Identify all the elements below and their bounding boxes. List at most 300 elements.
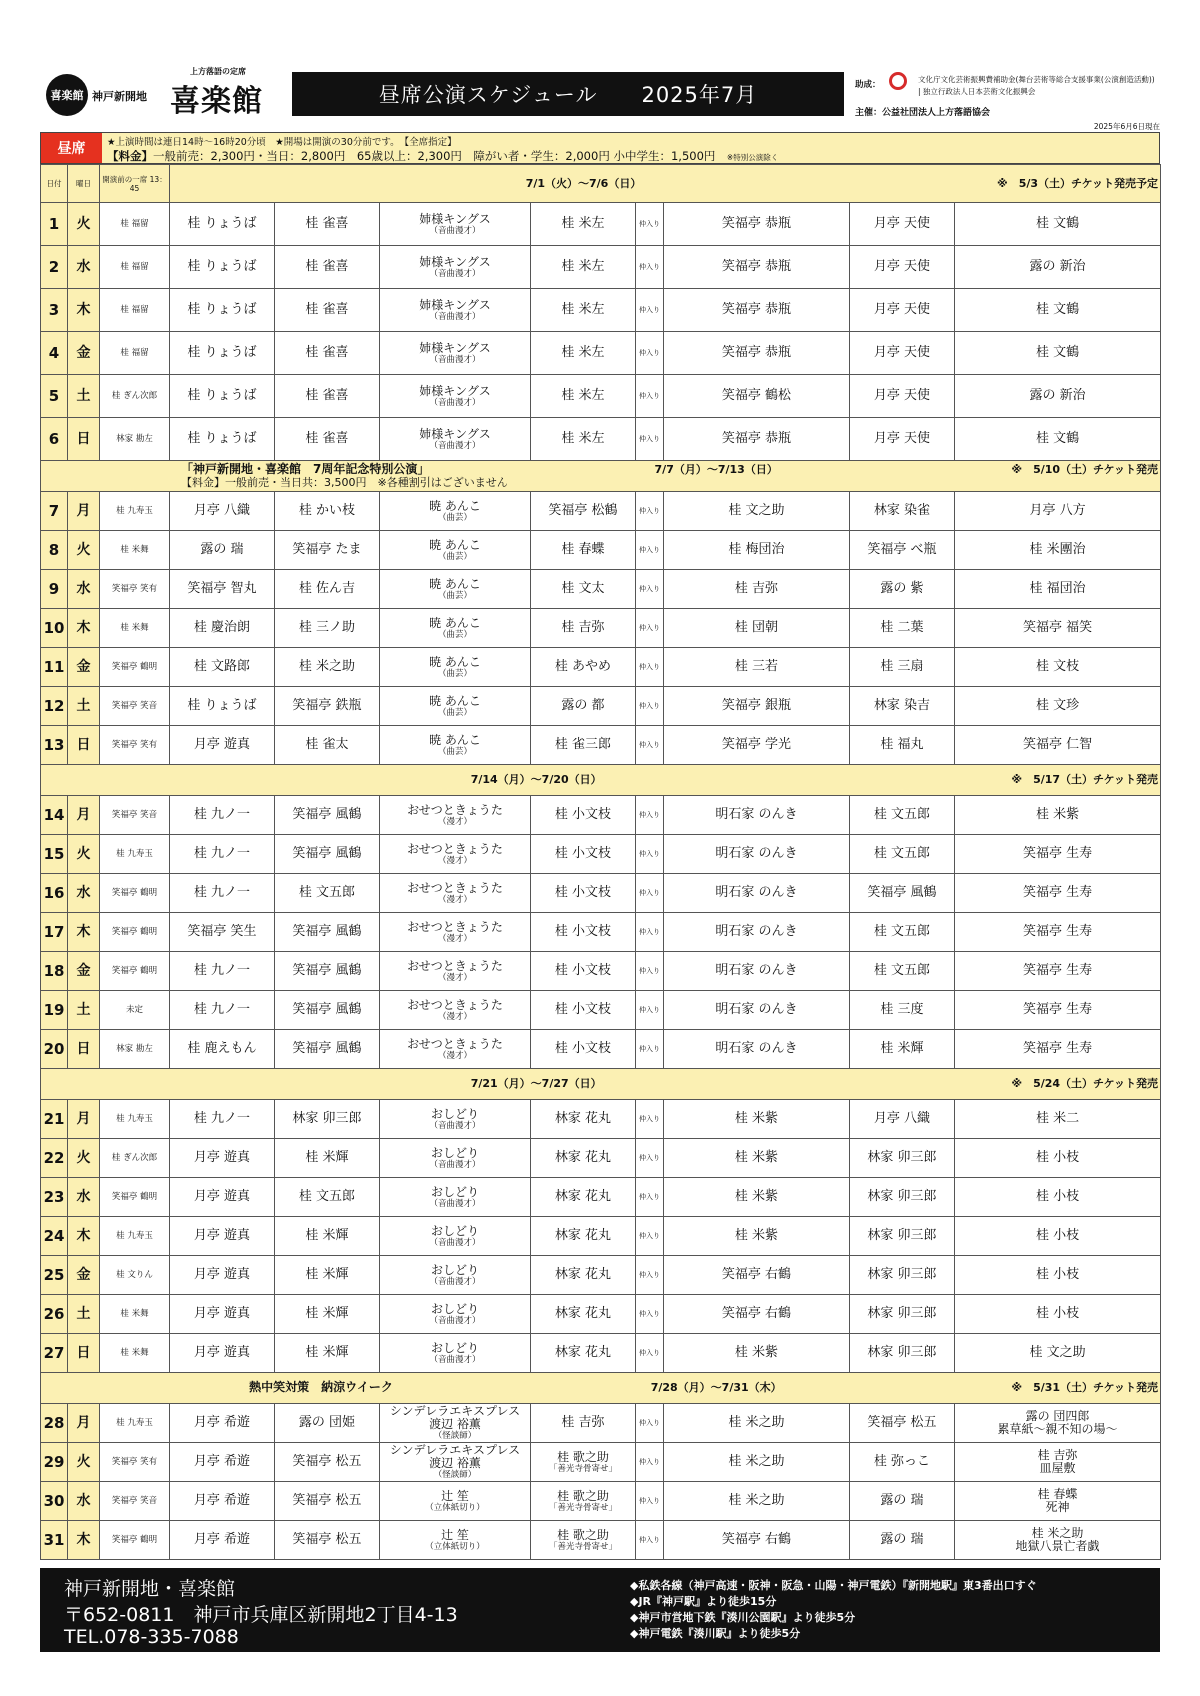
day-cell: 6 (41, 418, 68, 461)
iromono-name: 姉様キングス (419, 383, 491, 398)
performer-cell: 月亭 遊真 (170, 1334, 275, 1373)
day-cell: 18 (41, 952, 68, 991)
opener-cell: 笑福亭 笑音 (100, 687, 170, 726)
performer-cell: 笑福亭 風鶴 (275, 952, 380, 991)
performer-cell: 桂 文路郎 (170, 648, 275, 687)
performer-name: 桂 小文枝 (554, 1002, 612, 1017)
performer-cell: 月亭 天使 (850, 418, 955, 461)
headliner-name: 桂 福団治 (1029, 581, 1086, 596)
headliner-cell (955, 1256, 1161, 1295)
iromono-cell (380, 332, 531, 375)
schedule-row (41, 1139, 1161, 1178)
intermission-cell: 仲入り (636, 1443, 664, 1482)
performer-title: 「善光寺骨寄せ」 (548, 1502, 617, 1513)
day-cell: 9 (41, 570, 68, 609)
week-section-header (41, 1373, 1161, 1404)
headliner-name: 桂 文鶴 (1035, 431, 1080, 446)
schedule-row (41, 726, 1161, 765)
iromono-name: 辻 笙 (441, 1488, 469, 1503)
iromono-name: おしどり (430, 1262, 479, 1277)
opener-cell: 桂 九寿玉 (100, 1100, 170, 1139)
price-line (107, 148, 778, 164)
headliner-story: 地獄八景亡者戯 (1015, 1539, 1100, 1553)
performer-title: 「善光寺骨寄せ」 (548, 1541, 617, 1552)
iromono-cell (380, 1521, 531, 1560)
performer-cell (531, 375, 636, 418)
weekday-cell: 日 (68, 1334, 100, 1373)
performer-cell (531, 1295, 636, 1334)
performer-cell (531, 796, 636, 835)
day-cell: 16 (41, 874, 68, 913)
iromono-name: 暁 あんこ (429, 615, 481, 630)
performer-cell: 林家 染吉 (850, 687, 955, 726)
performer-name: 林家 花丸 (554, 1228, 612, 1243)
day-cell: 31 (41, 1521, 68, 1560)
support-label: 助成： (855, 80, 881, 90)
iromono-name: 姉様キングス (419, 426, 491, 441)
performer-title: 「善光寺骨寄せ」 (548, 1463, 617, 1474)
iromono-genre: （怪談師） (433, 1431, 477, 1441)
weekday-cell: 土 (68, 991, 100, 1030)
schedule-row (41, 492, 1161, 531)
performer-cell: 笑福亭 松五 (275, 1521, 380, 1560)
iromono-cell (380, 1404, 531, 1443)
performer-name: 桂 小文枝 (554, 807, 612, 822)
performer-cell: 笑福亭 風鶴 (275, 796, 380, 835)
intermission-cell: 仲入り (636, 648, 664, 687)
performer-cell: 桂 米紫 (664, 1139, 850, 1178)
iromono-name: 暁 あんこ (429, 654, 481, 669)
day-cell: 14 (41, 796, 68, 835)
performer-cell: 月亭 八織 (170, 492, 275, 531)
schedule-row (41, 531, 1161, 570)
intermission-cell: 仲入り (636, 1334, 664, 1373)
schedule-row (41, 1217, 1161, 1256)
performer-cell: 桂 文之助 (664, 492, 850, 531)
section-range: 7/14（月）～7/20（日） (470, 773, 602, 786)
iromono-cell (380, 648, 531, 687)
schedule-row (41, 375, 1161, 418)
weekday-header: 曜日 (68, 165, 100, 203)
performer-cell: 桂 二葉 (850, 609, 955, 648)
performer-cell: 林家 卯三郎 (850, 1295, 955, 1334)
day-cell: 19 (41, 991, 68, 1030)
intermission-cell: 仲入り (636, 874, 664, 913)
headliner-name: 露の 団四郎 (1025, 1409, 1090, 1423)
price-text: 一般前売：2,300円・当日：2,800円 65歳以上：2,300円 障がい者・学生：2,000円 小中学生：1,500円 (153, 149, 716, 163)
opener-cell: 笑福亭 笑音 (100, 796, 170, 835)
opener-header: 開演前の一席 13：45 (100, 165, 170, 203)
iromono-name: おせつときょうた (407, 802, 503, 817)
iromono-cell (380, 1443, 531, 1482)
performer-cell: 桂 九ノ一 (170, 1100, 275, 1139)
week-1-header (170, 165, 1161, 203)
performer-cell (531, 991, 636, 1030)
section-range: 7/28（月）～7/31（木） (650, 1381, 782, 1394)
weekday-cell: 水 (68, 246, 100, 289)
performer-cell (531, 1217, 636, 1256)
iromono-genre: （音曲漫才） (429, 268, 481, 279)
iromono-name-2: 渡辺 裕薫 (429, 1417, 481, 1431)
iromono-name: 暁 あんこ (429, 537, 481, 552)
opener-cell: 笑福亭 鶴明 (100, 648, 170, 687)
performer-cell: 笑福亭 笑生 (170, 913, 275, 952)
venue-phone: TEL.078-335-7088 (64, 1626, 239, 1648)
weekday-cell: 月 (68, 1100, 100, 1139)
iromono-name: 暁 あんこ (429, 576, 481, 591)
headliner-name: 桂 文鶴 (1035, 302, 1080, 317)
headliner-name: 笑福亭 生寿 (1022, 885, 1093, 900)
performer-name: 桂 米左 (561, 216, 605, 231)
weekday-cell: 水 (68, 1482, 100, 1521)
day-cell: 12 (41, 687, 68, 726)
weekday-cell: 金 (68, 1256, 100, 1295)
iromono-name: おしどり (430, 1184, 479, 1199)
performer-cell (531, 246, 636, 289)
schedule-row (41, 1334, 1161, 1373)
performer-cell (531, 492, 636, 531)
page-title: 昼席公演スケジュール 2025年7月 (292, 72, 844, 116)
performer-cell: 月亭 八織 (850, 1100, 955, 1139)
performer-name: 桂 小文枝 (554, 846, 612, 861)
performer-cell (531, 726, 636, 765)
headliner-cell (955, 203, 1161, 246)
opener-cell: 笑福亭 鶴明 (100, 874, 170, 913)
week-section-header (41, 461, 1161, 492)
performer-cell: 月亭 希遊 (170, 1482, 275, 1521)
performer-name: 露の 都 (561, 698, 605, 713)
schedule-row (41, 1178, 1161, 1217)
headliner-cell (955, 991, 1161, 1030)
opener-cell: 桂 米舞 (100, 609, 170, 648)
weekday-cell: 月 (68, 492, 100, 531)
iromono-cell (380, 418, 531, 461)
iromono-name: 暁 あんこ (429, 498, 481, 513)
iromono-name: おせつときょうた (407, 958, 503, 973)
performer-cell: 笑福亭 智丸 (170, 570, 275, 609)
headliner-story: 累草紙～親不知の場～ (997, 1422, 1118, 1436)
section-ticket-note: ※ 5/17（土）チケット発売 (1011, 773, 1159, 786)
iromono-genre: （漫才） (437, 855, 472, 866)
schedule-row (41, 1030, 1161, 1069)
performer-cell: 笑福亭 右鶴 (664, 1256, 850, 1295)
schedule-table (40, 164, 1161, 1560)
venue-name: 神戸新開地・喜楽館 (64, 1578, 236, 1600)
performer-cell: 桂 文五郎 (850, 835, 955, 874)
section-ticket-note: ※ 5/10（土）チケット発売 (1011, 463, 1159, 476)
iromono-cell (380, 375, 531, 418)
performer-cell: 月亭 遊真 (170, 1256, 275, 1295)
weekday-cell: 木 (68, 1521, 100, 1560)
access-line: ◆私鉄各線（神戸高速・阪神・阪急・山陽・神戸電鉄）『新開地駅』東3番出口すぐ (630, 1579, 1037, 1592)
performer-name: 桂 文太 (561, 581, 605, 596)
headliner-name: 桂 米紫 (1035, 807, 1080, 822)
headliner-cell (955, 570, 1161, 609)
performer-cell: 桂 鹿えもん (170, 1030, 275, 1069)
iromono-genre: （音曲漫才） (429, 225, 481, 236)
performer-cell: 桂 梅団治 (664, 531, 850, 570)
week-1-ticket-note: ※ 5/3（土）チケット発売予定 (997, 177, 1159, 190)
matinee-badge: 昼席 (41, 133, 102, 163)
venue-address: 〒652-0811 神戸市兵庫区新開地2丁目4-13 (64, 1604, 458, 1626)
performer-cell: 桂 文五郎 (275, 874, 380, 913)
headliner-cell (955, 332, 1161, 375)
performer-name: 桂 小文枝 (554, 963, 612, 978)
performer-cell: 桂 雀喜 (275, 289, 380, 332)
performer-cell: 月亭 遊真 (170, 1217, 275, 1256)
weekday-cell: 日 (68, 1030, 100, 1069)
schedule-row (41, 570, 1161, 609)
iromono-genre: （曲芸） (437, 707, 472, 718)
performer-cell: 笑福亭 松五 (850, 1404, 955, 1443)
performer-cell: 桂 佐ん吉 (275, 570, 380, 609)
day-cell: 7 (41, 492, 68, 531)
performer-cell: 明石家 のんき (664, 796, 850, 835)
opener-cell: 林家 勘左 (100, 418, 170, 461)
iromono-cell (380, 835, 531, 874)
intermission-cell: 仲入り (636, 1256, 664, 1295)
iromono-cell (380, 1178, 531, 1217)
headliner-cell (955, 1139, 1161, 1178)
headliner-cell (955, 1100, 1161, 1139)
iromono-cell (380, 1139, 531, 1178)
headliner-name: 露の 新治 (1029, 388, 1086, 403)
performer-cell: 桂 りょうば (170, 289, 275, 332)
weekday-cell: 水 (68, 1178, 100, 1217)
performer-name: 桂 小文枝 (554, 885, 612, 900)
intermission-cell: 仲入り (636, 289, 664, 332)
performer-cell: 明石家 のんき (664, 991, 850, 1030)
performer-cell (531, 1100, 636, 1139)
intermission-cell: 仲入り (636, 687, 664, 726)
performer-cell: 桂 米紫 (664, 1178, 850, 1217)
intermission-cell: 仲入り (636, 1139, 664, 1178)
performer-cell: 笑福亭 恭瓶 (664, 203, 850, 246)
performer-cell: 桂 慶治朗 (170, 609, 275, 648)
schedule-row (41, 1295, 1161, 1334)
intermission-cell: 仲入り (636, 418, 664, 461)
headliner-cell (955, 1178, 1161, 1217)
iromono-genre: （曲芸） (437, 629, 472, 640)
performer-cell: 桂 文五郎 (850, 913, 955, 952)
performer-cell: 桂 福丸 (850, 726, 955, 765)
opener-cell: 笑福亭 鶴明 (100, 1178, 170, 1217)
section-ticket-note: ※ 5/24（土）チケット発売 (1011, 1077, 1159, 1090)
intermission-cell: 仲入り (636, 991, 664, 1030)
performer-cell: 笑福亭 風鶴 (275, 835, 380, 874)
performer-cell: 桂 九ノ一 (170, 835, 275, 874)
iromono-genre: （曲芸） (437, 512, 472, 523)
performer-cell: 月亭 天使 (850, 246, 955, 289)
performer-cell: 桂 米輝 (275, 1139, 380, 1178)
weekday-cell: 日 (68, 418, 100, 461)
iromono-genre: （曲芸） (437, 668, 472, 679)
day-cell: 5 (41, 375, 68, 418)
iromono-genre: （立体紙切り） (425, 1502, 485, 1513)
headliner-name: 桂 小枝 (1035, 1267, 1080, 1282)
weekday-cell: 木 (68, 609, 100, 648)
iromono-name: おしどり (430, 1223, 479, 1238)
schedule-row (41, 913, 1161, 952)
performer-cell: 桂 りょうば (170, 418, 275, 461)
day-cell: 21 (41, 1100, 68, 1139)
week-section-header (41, 765, 1161, 796)
day-cell: 1 (41, 203, 68, 246)
iromono-cell (380, 1482, 531, 1521)
weekday-cell: 木 (68, 289, 100, 332)
logo-seal: 喜楽館 (46, 74, 88, 116)
schedule-body (41, 165, 1161, 1560)
iromono-cell (380, 687, 531, 726)
headliner-name: 笑福亭 仁智 (1022, 737, 1093, 752)
headliner-name: 桂 小枝 (1035, 1189, 1080, 1204)
performer-cell: 月亭 天使 (850, 375, 955, 418)
opener-cell: 笑福亭 鶴明 (100, 952, 170, 991)
day-cell: 11 (41, 648, 68, 687)
weekday-cell: 日 (68, 726, 100, 765)
weekday-cell: 土 (68, 1295, 100, 1334)
performer-cell: 桂 九ノ一 (170, 952, 275, 991)
headliner-cell (955, 418, 1161, 461)
iromono-name-2: 渡辺 裕薫 (429, 1456, 481, 1470)
performer-cell: 明石家 のんき (664, 874, 850, 913)
performer-cell (531, 874, 636, 913)
iromono-name: 姉様キングス (419, 340, 491, 355)
schedule-row (41, 246, 1161, 289)
performer-cell: 林家 卯三郎 (850, 1139, 955, 1178)
schedule-row (41, 1100, 1161, 1139)
performer-cell (531, 1482, 636, 1521)
week-1-range: 7/1（火）～7/6（日） (525, 177, 642, 190)
access-line: ◆神戸電鉄『湊川駅』より徒歩5分 (630, 1627, 801, 1640)
opener-cell: 笑福亭 笑有 (100, 726, 170, 765)
performer-name: 桂 吉弥 (561, 1415, 605, 1430)
performer-cell: 桂 三度 (850, 991, 955, 1030)
opener-cell: 笑福亭 笑音 (100, 1482, 170, 1521)
performer-name: 桂 米左 (561, 259, 605, 274)
iromono-name: おしどり (430, 1145, 479, 1160)
intermission-cell: 仲入り (636, 835, 664, 874)
intermission-cell: 仲入り (636, 570, 664, 609)
performer-cell (531, 913, 636, 952)
opener-cell: 笑福亭 笑有 (100, 1443, 170, 1482)
week-section-cell (41, 1069, 1161, 1100)
iromono-cell (380, 203, 531, 246)
day-cell: 4 (41, 332, 68, 375)
performer-cell: 明石家 のんき (664, 1030, 850, 1069)
performer-cell: 笑福亭 松五 (275, 1443, 380, 1482)
performer-name: 桂 吉弥 (561, 620, 605, 635)
opener-cell: 桂 ぎん次郎 (100, 1139, 170, 1178)
headliner-name: 桂 文鶴 (1035, 345, 1080, 360)
opener-cell: 桂 ぎん次郎 (100, 375, 170, 418)
performer-cell: 林家 卯三郎 (850, 1256, 955, 1295)
performer-cell: 林家 卯三郎 (275, 1100, 380, 1139)
schedule-row (41, 1482, 1161, 1521)
day-cell: 22 (41, 1139, 68, 1178)
weekday-cell: 火 (68, 203, 100, 246)
performer-name: 桂 米左 (561, 302, 605, 317)
iromono-cell (380, 952, 531, 991)
iromono-cell (380, 1295, 531, 1334)
performer-cell: 桂 文五郎 (275, 1178, 380, 1217)
agency-emblem-icon (889, 72, 907, 90)
performer-cell: 桂 りょうば (170, 332, 275, 375)
support-block (855, 70, 1160, 118)
week-section-cell (41, 1373, 1161, 1404)
day-cell: 28 (41, 1404, 68, 1443)
intermission-cell: 仲入り (636, 375, 664, 418)
performer-cell: 桂 雀喜 (275, 246, 380, 289)
performer-cell (531, 289, 636, 332)
performer-cell: 林家 卯三郎 (850, 1217, 955, 1256)
section-title-line-1: 「神戸新開地・喜楽館 7周年記念特別公演」 (181, 462, 430, 476)
performer-name: 桂 雀三郎 (554, 737, 612, 752)
weekday-cell: 土 (68, 375, 100, 418)
iromono-cell (380, 1334, 531, 1373)
headliner-cell (955, 1030, 1161, 1069)
opener-cell: 桂 福留 (100, 203, 170, 246)
schedule-row (41, 835, 1161, 874)
performer-cell: 明石家 のんき (664, 913, 850, 952)
schedule-row (41, 289, 1161, 332)
performer-cell (531, 1030, 636, 1069)
opener-cell: 桂 文りん (100, 1256, 170, 1295)
intermission-cell: 仲入り (636, 492, 664, 531)
performer-cell: 桂 米紫 (664, 1100, 850, 1139)
headliner-cell (955, 375, 1161, 418)
performer-cell: 桂 米之助 (275, 648, 380, 687)
performer-cell: 笑福亭 たま (275, 531, 380, 570)
headliner-cell (955, 952, 1161, 991)
performer-cell: 笑福亭 風鶴 (850, 874, 955, 913)
performer-cell: 月亭 希遊 (170, 1521, 275, 1560)
section-title-line-2: 【料金】一般前売・当日共：3,500円 ※各種割引はございません (181, 476, 508, 489)
page-header (40, 67, 1160, 120)
day-cell: 15 (41, 835, 68, 874)
performer-cell: 桂 米之助 (664, 1443, 850, 1482)
info-bar (40, 132, 1160, 164)
headliner-cell (955, 648, 1161, 687)
weekday-cell: 木 (68, 913, 100, 952)
schedule-row (41, 687, 1161, 726)
weekday-cell: 火 (68, 1139, 100, 1178)
performer-cell: 桂 米輝 (275, 1295, 380, 1334)
performer-cell: 明石家 のんき (664, 835, 850, 874)
price-note: ※特別公演除く (726, 153, 779, 162)
schedule-row (41, 796, 1161, 835)
headliner-story: 皿屋敷 (1039, 1461, 1076, 1475)
performer-cell: 桂 米輝 (275, 1334, 380, 1373)
intermission-cell: 仲入り (636, 1521, 664, 1560)
performer-cell: 笑福亭 風鶴 (275, 991, 380, 1030)
iromono-name: おせつときょうた (407, 997, 503, 1012)
iromono-name: 姉様キングス (419, 211, 491, 226)
intermission-cell: 仲入り (636, 1030, 664, 1069)
headliner-name: 笑福亭 生寿 (1022, 1041, 1093, 1056)
performer-name: 林家 花丸 (554, 1111, 612, 1126)
iromono-name: おせつときょうた (407, 841, 503, 856)
intermission-cell: 仲入り (636, 609, 664, 648)
iromono-genre: （音曲漫才） (429, 1198, 481, 1209)
headliner-name: 桂 文枝 (1035, 659, 1080, 674)
headliner-name: 桂 小枝 (1035, 1150, 1080, 1165)
performer-cell: 桂 九ノ一 (170, 874, 275, 913)
logo-small-text: 神戸新開地 (92, 90, 147, 103)
iromono-cell (380, 1100, 531, 1139)
headliner-cell (955, 1482, 1161, 1521)
headliner-name: 笑福亭 生寿 (1022, 924, 1093, 939)
